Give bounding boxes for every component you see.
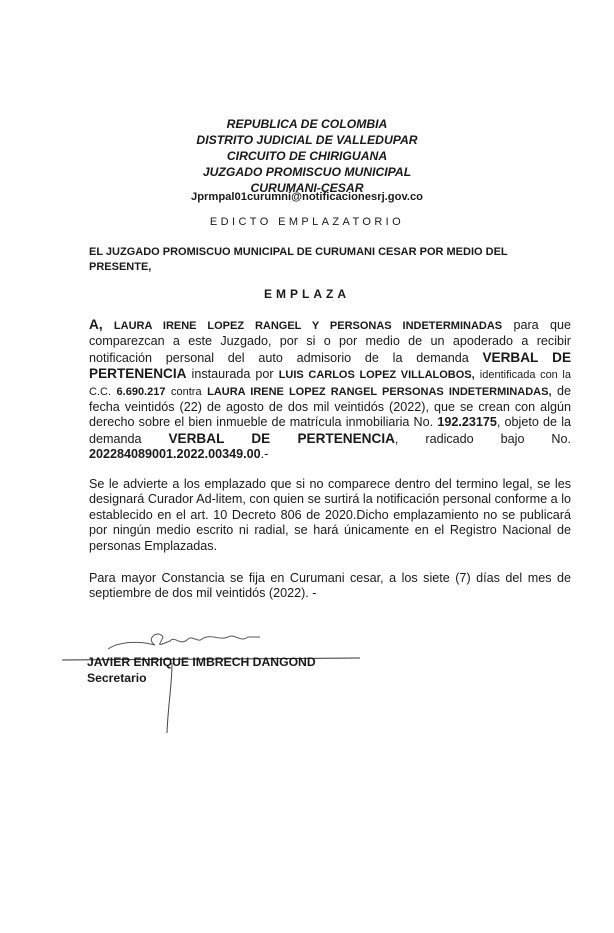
p1-s3: para que comparezcan a este Juzgado, por si o por medio de un apoderado a recibir notificación personal del auto admisorio de la demanda: [89, 318, 571, 365]
signer-name: JAVIER ENRIQUE IMBRECH DANGOND: [87, 655, 316, 669]
signer-role: Secretario: [87, 671, 147, 685]
header-line-4: JUZGADO PROMISCUO MUNICIPAL: [202, 165, 412, 179]
p1-s11: de fecha veintidós (22) de agosto de dos mil veintidós (2022), que se crean con algún derecho sobre el bien inmueble de matrícula inmobiliaria No.: [89, 383, 572, 430]
lawsuit-type-2: VERBAL DE PERTENENCIA: [168, 430, 395, 446]
id-number: 6.690.217: [116, 385, 166, 398]
p1-s1: A,: [89, 317, 103, 332]
p1-s13: , objeto de la demanda: [89, 415, 571, 446]
court-email: Jprmpal01curumni@notificacionesrj.gov.co: [190, 191, 424, 203]
intro-statement: EL JUZGADO PROMISCUO MUNICIPAL DE CURUMANI CESAR POR MEDIO DEL PRESENTE,: [89, 246, 508, 273]
court-header: [0, 116, 614, 196]
property-registration-number: 192.23175: [437, 415, 497, 430]
p1-s5: instaurada por: [191, 367, 274, 382]
header-line-3: CIRCUITO DE CHIRIGUANA: [226, 149, 388, 163]
document-title: EDICTO EMPLAZATORIO: [209, 216, 405, 228]
case-number: 202284089001.2022.00349.00: [89, 447, 261, 462]
summoned-parties: LAURA IRENE LOPEZ RANGEL Y PERSONAS INDETERMINADAS: [113, 320, 503, 332]
p1-s7: identificada con la C.C.: [89, 369, 571, 398]
header-line-1: REPUBLICA DE COLOMBIA: [226, 117, 388, 131]
p1-s15: , radicado bajo No.: [394, 431, 572, 446]
warning-paragraph: Se le advierte a los emplazado que si no comparece dentro del termino legal, se les designará Curador Ad-litem, con quien se surtirá la notificación personal conforme a lo establecido en el art. 10 Decreto 806 de 2020.Dicho emplazamiento no se publicará por ningún medio escrito ni radial, se hará únicamente en el Registro Nacional de personas Emplazadas.: [89, 477, 571, 553]
action-heading: EMPLAZA: [264, 287, 350, 301]
constancy-paragraph: Para mayor Constancia se fija en Curumani cesar, a los siete (7) días del mes de septiembre de dos mil veintidós (2022). -: [89, 571, 571, 601]
summons-paragraph: [89, 317, 571, 463]
p1-s9: contra: [171, 385, 202, 398]
defendant-names: LAURA IRENE LOPEZ RANGEL PERSONAS INDETERMINADAS,: [207, 385, 552, 398]
plaintiff-name: LUIS CARLOS LOPEZ VILLALOBOS,: [278, 369, 475, 382]
lawsuit-type: VERBAL DE PERTENENCIA: [89, 349, 572, 382]
header-line-5: CURUMANI-CESAR: [250, 181, 364, 195]
p1-s17: .-: [260, 447, 269, 462]
header-line-2: DISTRITO JUDICIAL DE VALLEDUPAR: [196, 133, 418, 147]
